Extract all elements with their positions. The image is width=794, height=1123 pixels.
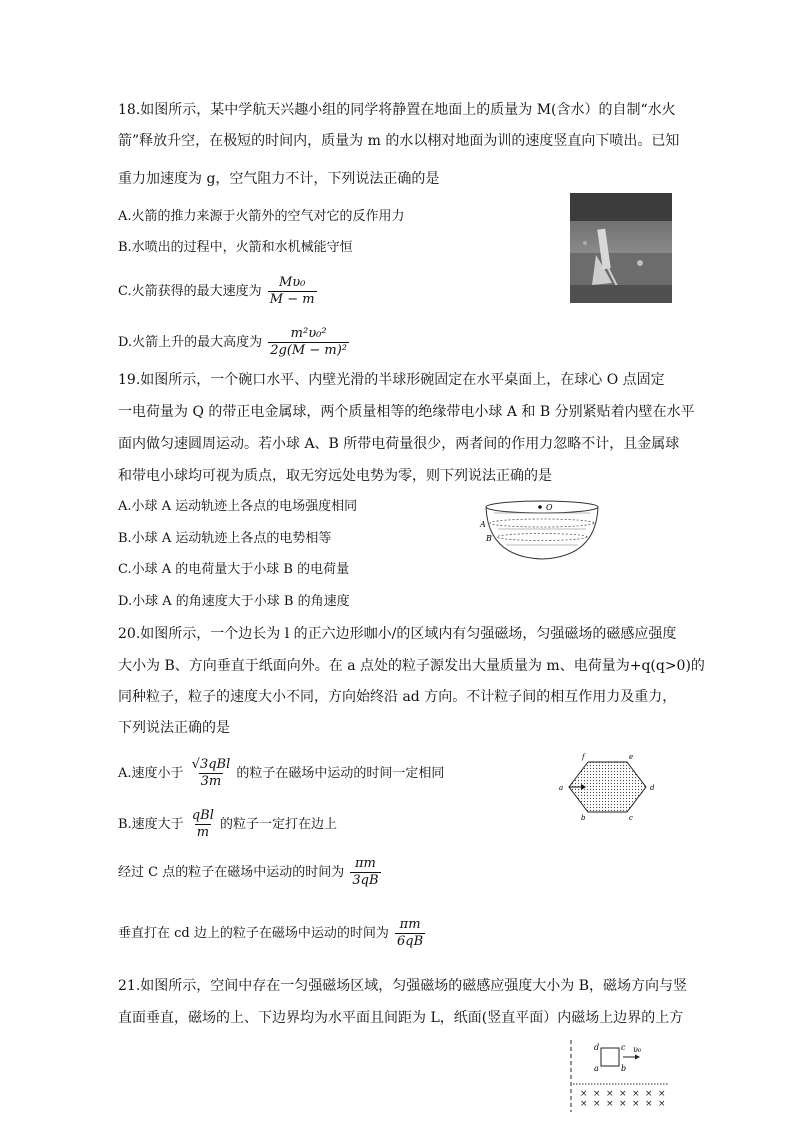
fraction-denominator: 6qB: [397, 934, 424, 949]
field-cross-mark: ×: [619, 1089, 627, 1099]
q20-option-c-fraction: [350, 856, 380, 889]
label-b: B: [486, 534, 492, 543]
fraction-numerator: πm: [355, 856, 376, 871]
q20-option-d-prefix: 垂直打在 cd 边上的粒子在磁场中运动的时间为: [118, 926, 389, 941]
fraction-denominator: 2g(M − m)²: [270, 343, 347, 358]
q21-stem-line-2: 直面垂直，磁场的上、下边界均为水平面且间距为 L，纸面(竖直平面）内磁场上边界的上方: [118, 1010, 684, 1026]
q20-stem-line-4: 下列说法正确的是: [118, 720, 230, 736]
q19-stem-line-4: 和带电小球均可视为质点，取无穷远处电势为零，则下列说法正确的是: [118, 468, 552, 484]
vertex-a-label: a: [559, 784, 564, 792]
field-cross-mark: ×: [606, 1089, 614, 1099]
fraction-denominator: 3qB: [352, 873, 379, 888]
field-cross-mark: ×: [580, 1089, 588, 1099]
q19-stem-line-1: 19.如图所示，一个碗口水平、内壁光滑的半球形碗固定在水平桌面上，在球心 O 点固定: [118, 372, 665, 388]
corner-d-label: d: [594, 1043, 600, 1052]
fraction-numerator: πm: [399, 917, 421, 932]
velocity-label: υ₀: [633, 1045, 642, 1054]
field-cross-mark: ×: [632, 1089, 640, 1099]
field-cross-mark: ×: [606, 1099, 614, 1109]
q21-stem-line-1: 21.如图所示，空间中存在一匀强磁场区域，匀强磁场的磁感应强度大小为 B，磁场方向与竖: [118, 978, 688, 994]
field-cross-mark: ×: [593, 1089, 601, 1099]
q20-option-b-prefix: B.速度大于: [118, 817, 184, 832]
vertex-c-label: c: [629, 814, 633, 822]
q20-option-d-fraction: [395, 917, 425, 950]
q20-option-b-suffix: 的粒子一定打在边上: [220, 817, 338, 832]
corner-a-label: a: [594, 1064, 599, 1073]
q18-option-d-fraction: [268, 326, 349, 359]
field-cross-mark: ×: [632, 1099, 640, 1109]
q19-stem-line-3: 面内做匀速圆周运动。若小球 A、B 所带电荷量很少，两者间的作用力忽略不计，且金属球: [118, 436, 680, 452]
q20-stem-line-2: 大小为 B、方向垂直于纸面向外。在 a 点处的粒子源发出大量质量为 m、电荷量为+q(q>0)的: [118, 658, 705, 674]
square-loop-magnetic-field-figure: [565, 1038, 675, 1114]
q20-option-a-prefix: A.速度小于: [118, 766, 184, 781]
q18-option-d: [118, 326, 349, 359]
q19-option-b: B.小球 A 运动轨迹上各点的电势相等: [118, 531, 332, 546]
q20-stem-line-3: 同种粒子，粒子的速度大小不同，方向始终沿 ad 方向。不计粒子间的相互作用力及重力，: [118, 689, 677, 705]
q18-stem-line-1: 18.如图所示，某中学航天兴趣小组的同学将静置在地面上的质量为 M(含水）的自制“水火: [118, 102, 676, 118]
corner-b-label: b: [621, 1064, 627, 1073]
label-a: A: [480, 520, 486, 529]
fraction-denominator: m: [196, 825, 210, 840]
vertex-d-label: d: [650, 784, 655, 792]
fraction-numerator: √3qBl: [191, 757, 231, 772]
field-cross-mark: ×: [658, 1089, 666, 1099]
field-cross-mark: ×: [645, 1099, 653, 1109]
water-rocket-photo: [570, 193, 672, 303]
q18-stem-line-3: 重力加速度为 g，空气阻力不计，下列说法正确的是: [118, 171, 440, 187]
q20-option-b: [118, 808, 337, 841]
vertex-f-label: f: [582, 753, 585, 761]
field-cross-mark: ×: [580, 1099, 588, 1109]
label-o: O: [546, 503, 553, 512]
q20-option-a-fraction: [190, 757, 233, 790]
fraction-denominator: M − m: [269, 292, 315, 307]
hexagon-magnetic-field-figure: [553, 752, 663, 822]
q18-option-a: A.火箭的推力来源于火箭外的空气对它的反作用力: [118, 209, 405, 224]
field-cross-mark: ×: [658, 1099, 666, 1109]
vertex-b-label: b: [581, 814, 586, 822]
fraction-numerator: m²υ₀²: [290, 326, 327, 341]
q20-option-d: [118, 917, 425, 950]
q20-stem-line-1: 20.如图所示，一个边长为 l 的正六边形咖小/的区域内有匀强磁场，匀强磁场的磁感应强度: [118, 626, 677, 642]
q18-option-b: B.水喷出的过程中，火箭和水机械能守恒: [118, 240, 353, 255]
field-cross-mark: ×: [593, 1099, 601, 1109]
q18-option-c: [118, 275, 317, 308]
q19-stem-line-2: 一电荷量为 Q 的带正电金属球，两个质量相等的绝缘带电小球 A 和 B 分别紧贴着内壁在水平: [118, 404, 695, 420]
q18-option-c-fraction: [268, 275, 317, 308]
fraction-numerator: Mυ₀: [278, 275, 306, 290]
q20-option-c: [118, 856, 381, 889]
vertex-e-label: e: [629, 753, 634, 761]
q20-option-b-fraction: [190, 808, 216, 841]
corner-c-label: c: [621, 1043, 626, 1052]
q19-option-c: C.小球 A 的电荷量大于小球 B 的电荷量: [118, 562, 350, 577]
q20-option-c-prefix: 经过 C 点的粒子在磁场中运动的时间为: [118, 865, 345, 880]
q18-option-c-text: C.火箭获得的最大速度为: [118, 284, 262, 299]
q19-option-d: D.小球 A 的角速度大于小球 B 的角速度: [118, 594, 350, 609]
field-crosses: [580, 1089, 666, 1109]
field-cross-mark: ×: [645, 1089, 653, 1099]
hemispherical-bowl-figure: [476, 495, 606, 565]
fraction-denominator: 3m: [200, 774, 222, 789]
fraction-numerator: qBl: [191, 808, 214, 823]
q19-option-a: A.小球 A 运动轨迹上各点的电场强度相同: [118, 499, 358, 514]
q20-option-a: [118, 757, 444, 790]
q20-option-a-suffix: 的粒子在磁场中运动的时间一定相同: [236, 766, 445, 781]
q18-stem-line-2: 箭”释放升空，在极短的时间内，质量为 m 的水以栩对地面为训的速度竖直向下喷出。已知: [118, 133, 680, 149]
field-cross-mark: ×: [619, 1099, 627, 1109]
q18-option-d-text: D.火箭上升的最大高度为: [118, 335, 263, 350]
